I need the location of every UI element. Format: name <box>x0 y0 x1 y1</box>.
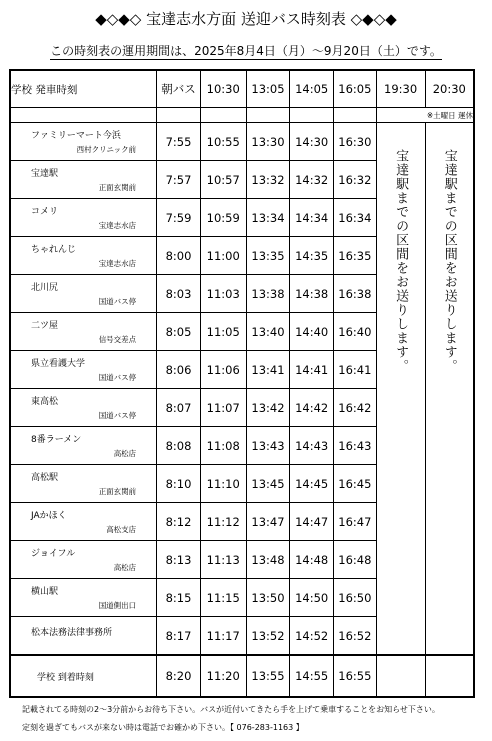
departure-time: 8:05 <box>157 313 201 351</box>
departure-time: 16:41 <box>334 351 377 389</box>
departure-time: 14:42 <box>290 389 334 427</box>
footer-note-2: 定刻を過ぎてもバスが来ない時は電話でお確かめ下さい。【 076-283-1163 】 <box>22 723 304 732</box>
departure-time: 7:59 <box>157 199 201 237</box>
stop-cell <box>10 503 157 541</box>
departure-time: 13:32 <box>246 161 290 199</box>
departure-time: 8:13 <box>157 541 201 579</box>
departure-time: 13:42 <box>246 389 290 427</box>
departure-time: 16:32 <box>334 161 377 199</box>
departure-time: 8:17 <box>157 617 201 656</box>
arrival-label: 学校 到着時刻 <box>37 673 94 683</box>
stop-location: 高松支店 <box>106 525 137 534</box>
timetable <box>9 69 475 698</box>
departure-time: 14:41 <box>290 351 334 389</box>
stop-cell <box>10 161 157 199</box>
stop-name: ファミリーマート今浜 <box>31 131 121 141</box>
stop-location: 正面玄関前 <box>98 183 137 192</box>
operation-period <box>0 42 492 59</box>
saturday-note: ※土曜日 運休 <box>376 108 474 123</box>
stop-cell <box>10 541 157 579</box>
departure-time: 11:00 <box>200 237 246 275</box>
footer-note-1: 記載されてる時刻の2～3分前からお待ち下さい。バスが近付いてきたら手を上げて乗車することをお知らせ下さい。 <box>22 705 440 714</box>
departure-time: 16:52 <box>334 617 377 656</box>
stop-location: 国道バス停 <box>98 411 137 420</box>
departure-time: 16:50 <box>334 579 377 617</box>
departure-time: 13:43 <box>246 427 290 465</box>
departure-time: 16:48 <box>334 541 377 579</box>
stop-name: コメリ <box>31 207 59 217</box>
departure-time: 13:47 <box>246 503 290 541</box>
departure-time: 10:59 <box>200 199 246 237</box>
departure-time: 8:12 <box>157 503 201 541</box>
stop-cell <box>10 389 157 427</box>
departure-time: 8:06 <box>157 351 201 389</box>
departure-time: 8:07 <box>157 389 201 427</box>
departure-time: 16:43 <box>334 427 377 465</box>
stop-location: 宝達志水店 <box>98 221 137 230</box>
departure-time: 14:35 <box>290 237 334 275</box>
arrival-time: 8:20 <box>157 655 201 697</box>
departure-time: 11:13 <box>200 541 246 579</box>
departure-time: 7:57 <box>157 161 201 199</box>
stop-location: 高松店 <box>113 563 137 572</box>
departure-time: 11:06 <box>200 351 246 389</box>
arrival-time: 14:55 <box>290 655 334 697</box>
departure-time: 11:08 <box>200 427 246 465</box>
stop-name: ジョイフル <box>31 549 76 559</box>
arrival-time: 16:55 <box>334 655 377 697</box>
period-text: この時刻表の運用期間は、2025年8月4日（月）～9月20日（土）です。 <box>50 44 442 58</box>
departure-time: 16:47 <box>334 503 377 541</box>
stop-location: 国道バス停 <box>98 297 137 306</box>
departure-time: 14:48 <box>290 541 334 579</box>
arrival-label-cell <box>10 655 157 697</box>
stop-cell <box>10 465 157 503</box>
departure-time: 16:40 <box>334 313 377 351</box>
arrival-row <box>10 655 474 697</box>
departure-time: 14:52 <box>290 617 334 656</box>
departure-time: 8:08 <box>157 427 201 465</box>
stop-name: 県立看護大学 <box>31 359 86 369</box>
departure-time: 11:05 <box>200 313 246 351</box>
header-departure: 学校 発車時刻 <box>10 70 157 108</box>
departure-time: 8:00 <box>157 237 201 275</box>
stop-name: 横山駅 <box>31 587 59 597</box>
empty-cell <box>376 655 425 697</box>
arrival-time: 11:20 <box>200 655 246 697</box>
stop-name: ちゃれんじ <box>31 245 77 255</box>
stop-cell <box>10 237 157 275</box>
stop-cell <box>10 617 157 656</box>
departure-time: 10:57 <box>200 161 246 199</box>
header-morning: 朝バス <box>157 70 201 108</box>
header-1930: 19:30 <box>376 70 425 108</box>
departure-time: 14:40 <box>290 313 334 351</box>
stop-name: 二ツ屋 <box>31 321 59 331</box>
departure-time: 13:52 <box>246 617 290 656</box>
departure-time: 13:45 <box>246 465 290 503</box>
departure-time: 14:47 <box>290 503 334 541</box>
header-1305: 13:05 <box>246 70 290 108</box>
departure-time: 11:17 <box>200 617 246 656</box>
evening-1930-note <box>376 123 425 656</box>
departure-time: 11:07 <box>200 389 246 427</box>
note-row <box>10 108 474 123</box>
stop-name: JAかほく <box>31 511 67 521</box>
evening-2030-note <box>425 123 474 656</box>
departure-time: 16:45 <box>334 465 377 503</box>
stop-name: 松本法務法律事務所 <box>31 628 113 638</box>
stop-cell <box>10 199 157 237</box>
departure-time: 11:15 <box>200 579 246 617</box>
departure-time: 14:32 <box>290 161 334 199</box>
departure-time: 13:35 <box>246 237 290 275</box>
stop-name: 東高松 <box>31 397 59 407</box>
departure-time: 13:30 <box>246 123 290 161</box>
stop-name: 北川尻 <box>31 283 59 293</box>
departure-time: 13:50 <box>246 579 290 617</box>
header-1605: 16:05 <box>334 70 377 108</box>
stop-location: 西村クリニック前 <box>76 145 137 154</box>
departure-time: 11:12 <box>200 503 246 541</box>
header-1405: 14:05 <box>290 70 334 108</box>
empty-cell <box>425 655 474 697</box>
evening-note-text: 宝達駅までの区間をお送りします。 <box>441 149 457 373</box>
departure-time: 8:15 <box>157 579 201 617</box>
departure-time: 7:55 <box>157 123 201 161</box>
departure-time: 14:34 <box>290 199 334 237</box>
departure-time: 8:03 <box>157 275 201 313</box>
stop-cell <box>10 427 157 465</box>
stop-location: 国道側出口 <box>98 601 137 610</box>
departure-time: 16:38 <box>334 275 377 313</box>
stop-location: 高松店 <box>113 449 137 458</box>
departure-time: 13:38 <box>246 275 290 313</box>
header-2030: 20:30 <box>425 70 474 108</box>
stop-name: 8番ラーメン <box>31 435 82 445</box>
departure-time: 13:34 <box>246 199 290 237</box>
stop-row <box>10 123 474 161</box>
departure-time: 13:48 <box>246 541 290 579</box>
departure-time: 11:10 <box>200 465 246 503</box>
header-1030: 10:30 <box>200 70 246 108</box>
stop-cell <box>10 579 157 617</box>
departure-time: 13:41 <box>246 351 290 389</box>
departure-time: 14:30 <box>290 123 334 161</box>
arrival-time: 13:55 <box>246 655 290 697</box>
stop-location: 信号交差点 <box>98 335 137 344</box>
stop-name: 宝達駅 <box>31 169 59 179</box>
stop-cell <box>10 313 157 351</box>
departure-time: 16:30 <box>334 123 377 161</box>
departure-time: 8:10 <box>157 465 201 503</box>
stop-cell <box>10 123 157 161</box>
departure-time: 16:42 <box>334 389 377 427</box>
evening-note-text: 宝達駅までの区間をお送りします。 <box>393 149 409 373</box>
departure-time: 14:45 <box>290 465 334 503</box>
departure-time: 11:03 <box>200 275 246 313</box>
stop-location: 宝達志水店 <box>98 259 137 268</box>
stop-name: 高松駅 <box>31 473 59 483</box>
departure-time: 16:35 <box>334 237 377 275</box>
page-title: ◆◇◆◇ 宝達志水方面 送迎バス時刻表 ◇◆◇◆ <box>95 10 397 28</box>
departure-time: 14:50 <box>290 579 334 617</box>
stop-location: 正面玄関前 <box>98 487 137 496</box>
stop-cell <box>10 351 157 389</box>
header-row <box>10 70 474 108</box>
departure-time: 14:43 <box>290 427 334 465</box>
stop-cell <box>10 275 157 313</box>
departure-time: 10:55 <box>200 123 246 161</box>
departure-time: 14:38 <box>290 275 334 313</box>
departure-time: 13:40 <box>246 313 290 351</box>
departure-time: 16:34 <box>334 199 377 237</box>
stop-location: 国道バス停 <box>98 373 137 382</box>
